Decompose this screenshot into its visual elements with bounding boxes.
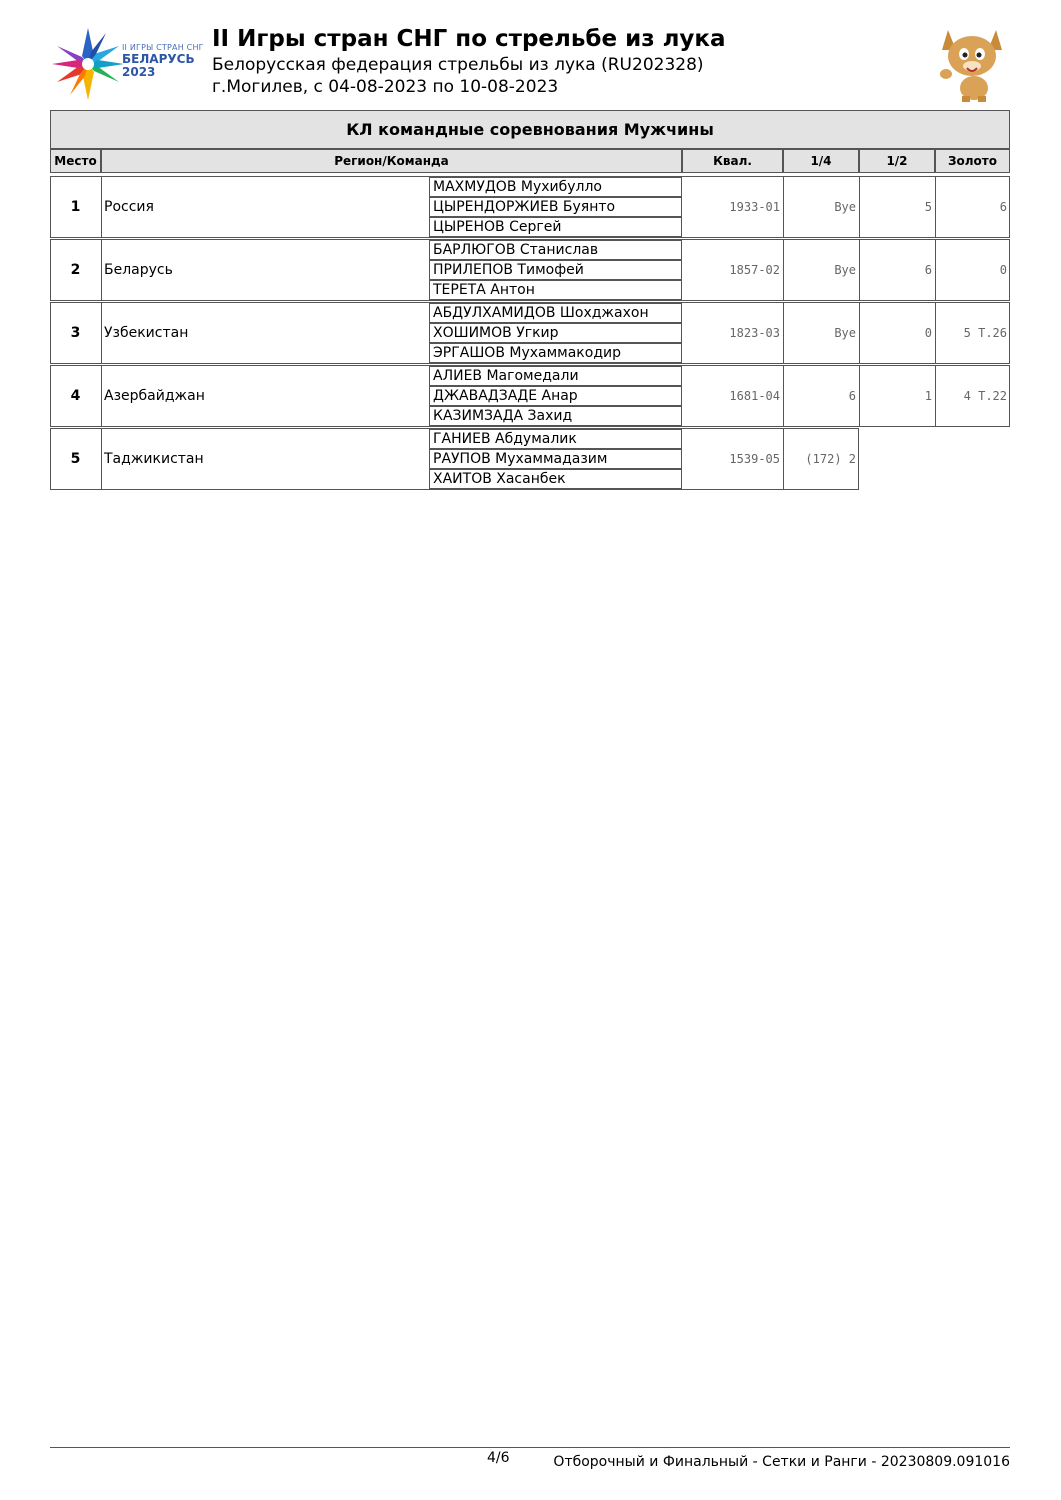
row-team: Беларусь — [104, 262, 173, 278]
row-place: 1 — [70, 199, 81, 215]
team-member: АБДУЛХАМИДОВ Шохджахон — [429, 303, 682, 323]
team-member: ЭРГАШОВ Мухаммакодир — [429, 343, 682, 363]
logo-text — [122, 44, 204, 79]
team-member: ХОШИМОВ Угкир — [429, 323, 682, 343]
row-quarter-result: Bye — [834, 263, 856, 277]
logo-line2: БЕЛАРУСЬ — [122, 51, 195, 66]
footer-divider — [50, 1447, 1010, 1448]
team-member: КАЗИМЗАДА Захид — [429, 406, 682, 426]
row-semi-result: 5 — [924, 200, 932, 214]
team-member: ХАИТОВ Хасанбек — [429, 469, 682, 489]
event-logo — [50, 24, 210, 102]
row-place: 2 — [70, 262, 81, 278]
row-place: 3 — [70, 325, 81, 341]
logo-line1: II ИГРЫ СТРАН СНГ — [122, 43, 204, 52]
row-team: Азербайджан — [104, 388, 205, 404]
row-qual-score: 1539-05 — [729, 452, 780, 466]
row-semi-result: 6 — [924, 263, 932, 277]
row-gold-result: 6 — [999, 200, 1007, 214]
row-qual-score: 1681-04 — [729, 389, 780, 403]
row-team: Узбекистан — [104, 325, 189, 341]
row-gold-result: 0 — [999, 263, 1007, 277]
footer-page-number: 4/6 — [487, 1450, 510, 1466]
col-header-semi: 1/2 — [859, 149, 935, 173]
row-quarter-result: Bye — [834, 200, 856, 214]
col-header-place: Место — [50, 149, 101, 173]
row-semi-result: 1 — [924, 389, 932, 403]
page-title: II Игры стран СНГ по стрельбе из лука — [212, 26, 726, 52]
row-qual-score: 1823-03 — [729, 326, 780, 340]
row-team: Россия — [104, 199, 154, 215]
team-member: БАРЛЮГОВ Станислав — [429, 240, 682, 260]
row-quarter-result: Bye — [834, 326, 856, 340]
col-header-gold: Золото — [935, 149, 1010, 173]
row-team: Таджикистан — [104, 451, 204, 467]
row-gold-result: 4 T.22 — [963, 389, 1007, 403]
row-quarter-result: 6 — [848, 389, 856, 403]
lynx-mascot-icon — [934, 24, 1010, 102]
team-member: ТЕРЕТА Антон — [429, 280, 682, 300]
row-place: 4 — [70, 388, 81, 404]
header-titles — [212, 24, 726, 98]
team-member: АЛИЕВ Магомедали — [429, 366, 682, 386]
mascot-lynx — [934, 24, 1010, 102]
page-header — [50, 20, 1010, 110]
footer-document-name: Отборочный и Финальный - Сетки и Ранги - 20230809.091016 — [553, 1454, 1010, 1470]
team-member: ЦЫРЕНДОРЖИЕВ Буянто — [429, 197, 682, 217]
col-header-qual: Квал. — [682, 149, 783, 173]
organizer: Белорусская федерация стрельбы из лука (RU202328) — [212, 55, 704, 75]
location-dates: г.Могилев, с 04-08-2023 по 10-08-2023 — [212, 77, 559, 97]
col-header-quarter: 1/4 — [783, 149, 859, 173]
logo-line3: 2023 — [122, 64, 156, 79]
row-quarter-result: (172) 2 — [805, 452, 856, 466]
team-member: ПРИЛЕПОВ Тимофей — [429, 260, 682, 280]
col-header-team: Регион/Команда — [101, 149, 682, 173]
team-member: МАХМУДОВ Мухибулло — [429, 177, 682, 197]
row-qual-score: 1857-02 — [729, 263, 780, 277]
team-member: ЦЫРЕНОВ Сергей — [429, 217, 682, 237]
team-member: РАУПОВ Мухаммадазим — [429, 449, 682, 469]
snowflake-logo-icon — [50, 24, 130, 102]
row-place: 5 — [70, 451, 81, 467]
team-member: ГАНИЕВ Абдумалик — [429, 429, 682, 449]
panel-title: КЛ командные соревнования Мужчины — [50, 110, 1010, 149]
row-gold-result: 5 T.26 — [963, 326, 1007, 340]
row-qual-score: 1933-01 — [729, 200, 780, 214]
row-semi-result: 0 — [924, 326, 932, 340]
team-member: ДЖАВАДЗАДЕ Анар — [429, 386, 682, 406]
